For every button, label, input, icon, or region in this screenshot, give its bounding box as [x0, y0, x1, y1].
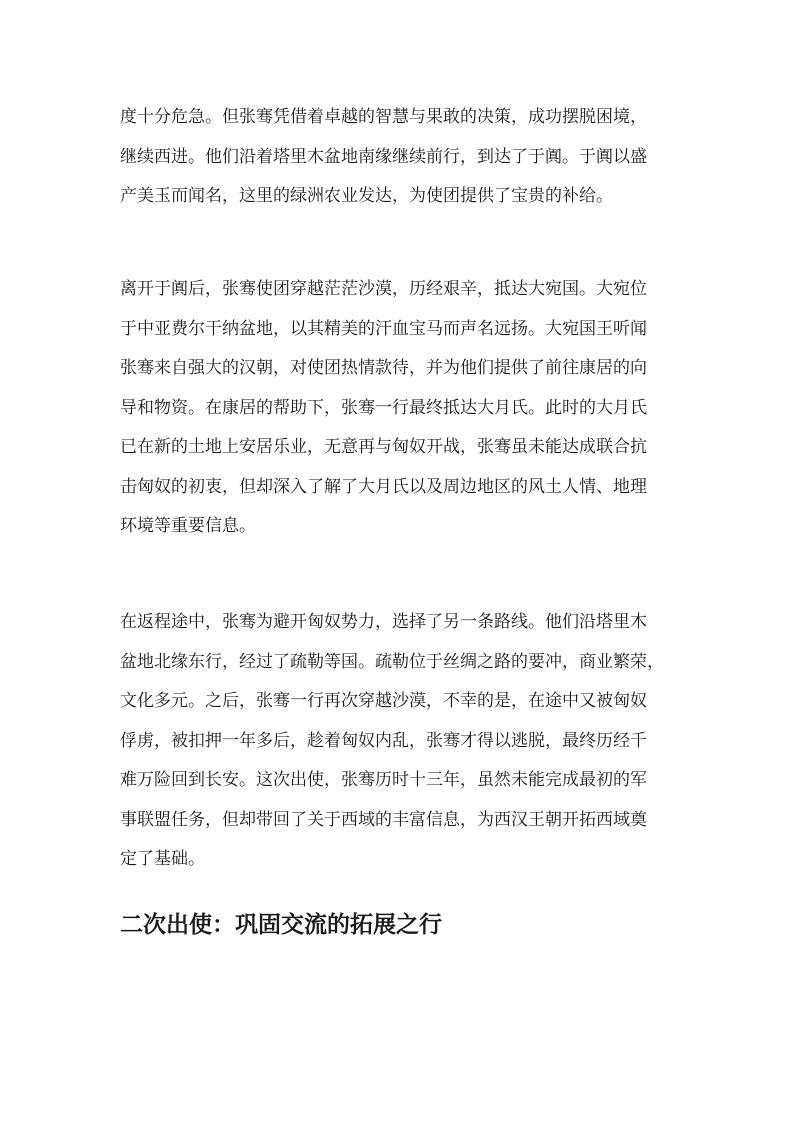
paragraph-2 — [120, 270, 680, 547]
paragraph-line: 难万险回到长安。这次出使，张骞历时十三年，虽然未能完成最初的军 — [120, 770, 647, 790]
paragraph-line: 击匈奴的初衷，但却深入了解了大月氏以及周边地区的风土人情、地理 — [120, 476, 647, 497]
paragraph-line: 度十分危急。但张骞凭借着卓越的智慧与果敢的决策，成功摆脱困境， — [120, 107, 647, 127]
paragraph-line: 环境等重要信息。 — [120, 516, 256, 536]
paragraph-line: 在返程途中，张骞为避开匈奴势力，选择了另一条路线。他们沿塔里木 — [120, 612, 647, 632]
paragraph-line: 张骞来自强大的汉朝，对使团热情款待，并为他们提供了前往康居的向 — [120, 358, 647, 378]
section-heading: 二次出使：巩固交流的拓展之行 — [120, 911, 442, 938]
paragraph-line: 盆地北缘东行，经过了疏勒等国。疏勒位于丝绸之路的要冲，商业繁荣， — [120, 651, 664, 672]
paragraph-line: 产美玉而闻名，这里的绿洲农业发达，为使团提供了宝贵的补给。 — [120, 186, 613, 206]
paragraph-line: 文化多元。之后，张骞一行再次穿越沙漠，不幸的是，在途中又被匈奴 — [120, 691, 647, 711]
paragraph-1 — [120, 98, 680, 217]
paragraph-line: 继续西进。他们沿着塔里木盆地南缘继续前行，到达了于阗。于阗以盛 — [120, 146, 647, 167]
paragraph-line: 俘虏，被扣押一年多后，趁着匈奴内乱，张骞才得以逃脱，最终历经千 — [120, 730, 647, 751]
paragraph-line: 导和物资。在康居的帮助下，张骞一行最终抵达大月氏。此时的大月氏 — [120, 397, 647, 418]
paragraph-3 — [120, 603, 680, 880]
paragraph-line: 已在新的土地上安居乐业，无意再与匈奴开战，张骞虽未能达成联合抗 — [120, 437, 647, 457]
paragraph-line: 事联盟任务，但却带回了关于西域的丰富信息，为西汉王朝开拓西域奠 — [120, 809, 647, 830]
paragraph-line: 定了基础。 — [120, 849, 205, 869]
paragraph-line: 于中亚费尔干纳盆地，以其精美的汗血宝马而声名远扬。大宛国王听闻 — [120, 318, 647, 339]
paragraph-line: 离开于阗后，张骞使团穿越茫茫沙漠，历经艰辛，抵达大宛国。大宛位 — [120, 279, 647, 299]
